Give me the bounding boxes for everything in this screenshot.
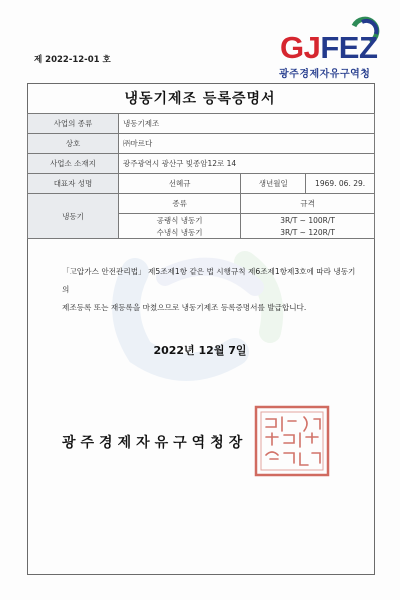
refrigerator-label: 냉동기 <box>28 194 119 239</box>
official-seal-icon <box>252 403 332 479</box>
table-row <box>28 194 375 214</box>
table-row <box>28 134 375 154</box>
company-value: ㈜마르다 <box>119 134 375 154</box>
type-column-header: 종류 <box>119 194 241 214</box>
address-value: 광주광역시 광산구 빛종암12로 14 <box>119 154 375 174</box>
representative-label: 대표자 성명 <box>28 174 119 194</box>
table-row <box>28 174 375 194</box>
refrigerator-spec: 3R/T ~ 100R/T <box>241 214 375 227</box>
certificate-title: 냉동기제조 등록증명서 <box>124 91 276 107</box>
refrigerator-spec: 3R/T ~ 120R/T <box>241 226 375 239</box>
business-type-value: 냉동기제조 <box>119 114 375 134</box>
company-label: 상호 <box>28 134 119 154</box>
logo-subtitle: 광주경제자유구역청 <box>279 69 371 80</box>
certificate-body <box>62 263 362 317</box>
issuer-name: 광주경제자유구역청장 <box>62 435 248 451</box>
issue-date: 2022년 12월 7일 <box>153 344 247 357</box>
body-line: 「고압가스 안전관리법」 제5조제1항 같은 법 시행규칙 제6조제1항제3호에 따라 냉동기의 <box>62 267 356 294</box>
spec-column-header: 규격 <box>241 194 375 214</box>
document-number: 제 2022-12-01 호 <box>34 55 111 65</box>
info-table <box>27 113 375 239</box>
refrigerator-type: 수냉식 냉동기 <box>119 226 241 239</box>
body-line: 제조등록 또는 재등록을 마쳤으므로 냉동기제조 등록증명서를 발급합니다. <box>62 303 307 312</box>
gjfez-logo <box>272 16 382 78</box>
table-row <box>28 114 375 134</box>
address-label: 사업소 소재지 <box>28 154 119 174</box>
logo-gj-text: GJ <box>280 30 321 65</box>
refrigerator-type: 공랭식 냉동기 <box>119 214 241 227</box>
representative-value: 선혜규 <box>119 174 241 194</box>
birthdate-value: 1969. 06. 29. <box>306 174 375 194</box>
table-row <box>28 154 375 174</box>
business-type-label: 사업의 종류 <box>28 114 119 134</box>
logo-fez-text: FEZ <box>320 30 378 65</box>
birthdate-label: 생년월일 <box>241 174 306 194</box>
